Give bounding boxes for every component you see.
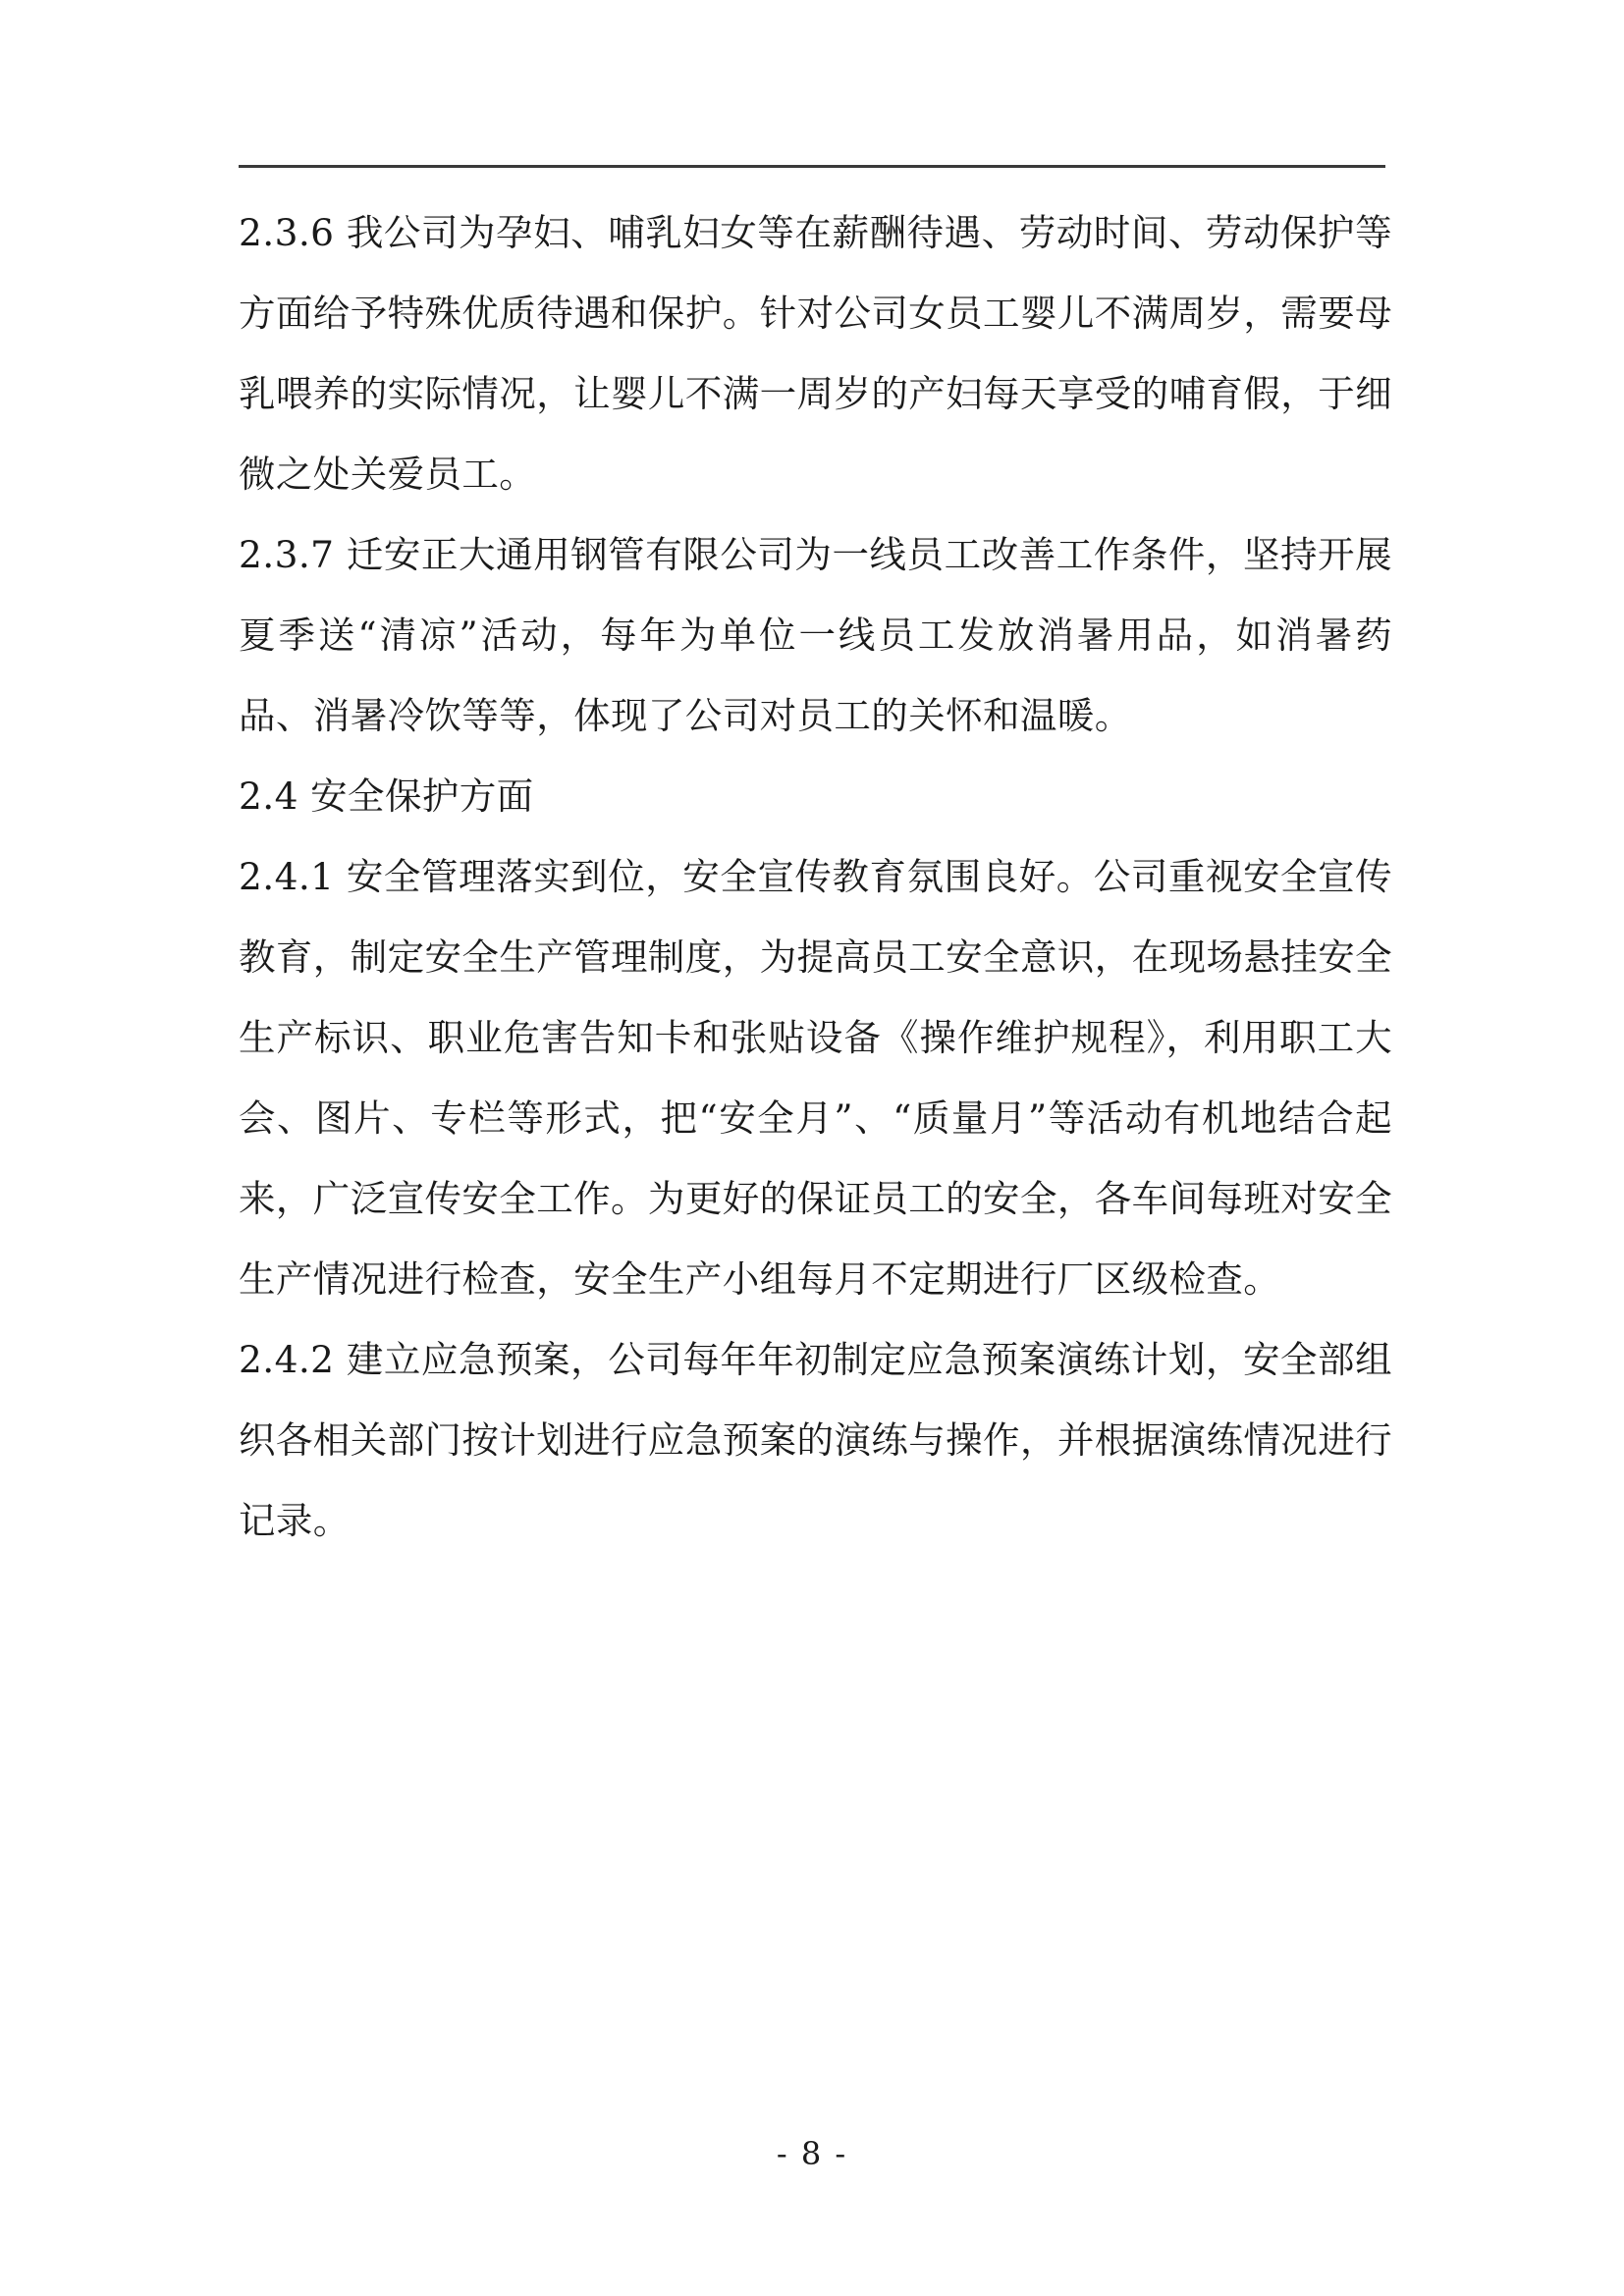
document-body [239,192,1392,1561]
heading-2-4: 2.4 安全保护方面 [239,774,534,818]
paragraph-2-3-7: 2.3.7 迁安正大通用钢管有限公司为一线员工改善工作条件，坚持开展夏季送“清凉”活动，每年为单位一线员工发放消暑用品，如消暑药品、消暑冷饮等等，体现了公司对员工的关怀和温暖。 [239,533,1392,737]
paragraph-2-4-1: 2.4.1 安全管理落实到位，安全宣传教育氛围良好。公司重视安全宣传教育，制定安全生产管理制度，为提高员工安全意识，在现场悬挂安全生产标识、职业危害告知卡和张贴设备《操作维护规程》，利用职工大会、图片、专栏等形式，把“安全月”、“质量月”等活动有机地结合起来，广泛宣传安全工作。为更好的保证员工的安全，各车间每班对安全生产情况进行检查，安全生产小组每月不定期进行厂区级检查。 [239,855,1392,1301]
paragraph-2-4-2: 2.4.2 建立应急预案，公司每年年初制定应急预案演练计划，安全部组织各相关部门按计划进行应急预案的演练与操作，并根据演练情况进行记录。 [239,1338,1392,1542]
paragraph-2-3-6: 2.3.6 我公司为孕妇、哺乳妇女等在薪酬待遇、劳动时间、劳动保护等方面给予特殊优质待遇和保护。针对公司女员工婴儿不满周岁，需要母乳喂养的实际情况，让婴儿不满一周岁的产妇每天享受的哺育假，于细微之处关爱员工。 [239,211,1392,496]
page-number: - 8 - [776,2135,848,2172]
header-divider [239,165,1385,168]
